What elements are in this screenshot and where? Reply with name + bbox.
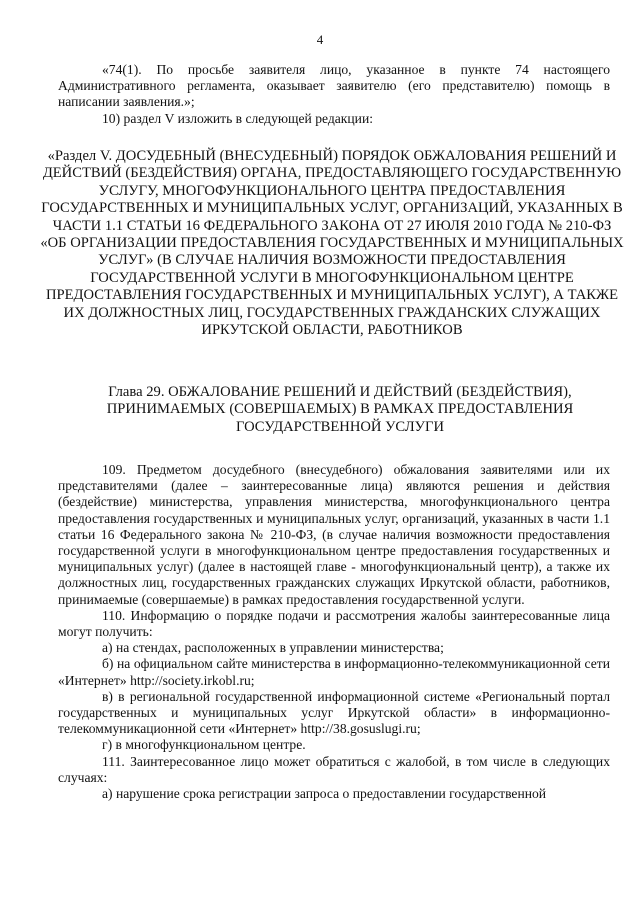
list-item-g: г) в многофункциональном центре.: [102, 737, 306, 753]
list-item-v: в) в региональной государственной информационной системе «Региональный портал государственных и муниципальных услуг Иркутской области» в информационно-телекоммуникационной сети «Интернет» http://38.gosuslugi.ru;: [58, 688, 610, 737]
paragraph-74-1: «74(1). По просьбе заявителя лицо, указанное в пункте 74 настоящего Административного регламента, оказывает заявителю (его представителю) помощь в написании заявления.»;: [58, 62, 610, 110]
section-heading: «Раздел V. ДОСУДЕБНЫЙ (ВНЕСУДЕБНЫЙ) ПОРЯДОК ОБЖАЛОВАНИЯ РЕШЕНИЙ И ДЕЙСТВИЙ (БЕЗДЕЙСТВИЯ) ОРГАНА, ПРЕДОСТАВЛЯЮЩЕГО ГОСУДАРСТВЕННУЮ УСЛУГУ, МНОГОФУНКЦИОНАЛЬНОГО ЦЕНТРА ПРЕДОСТАВЛЕНИЯ ГОСУДАРСТВЕННЫХ И МУНИЦИПАЛЬНЫХ УСЛУГ, ОРГАНИЗАЦИЙ, УКАЗАННЫХ В ЧАСТИ 1.1 СТАТЬИ 16 ФЕДЕРАЛЬНОГО ЗАКОНА ОТ 27 ИЮЛЯ 2010 ГОДА № 210-ФЗ «ОБ ОРГАНИЗАЦИИ ПРЕДОСТАВЛЕНИЯ ГОСУДАРСТВЕННЫХ И МУНИЦИПАЛЬНЫХ УСЛУГ» (В СЛУЧАЕ НАЛИЧИЯ ВОЗМОЖНОСТИ ПРЕДОСТАВЛЕНИЯ ГОСУДАРСТВЕННОЙ УСЛУГИ В МНОГОФУНКЦИОНАЛЬНОМ ЦЕНТРЕ ПРЕДОСТАВЛЕНИЯ ГОСУДАРСТВЕННЫХ И МУНИЦИПАЛЬНЫХ УСЛУГ), А ТАКЖЕ ИХ ДОЛЖНОСТНЫХ ЛИЦ, ГОСУДАРСТВЕННЫХ ГРАЖДАНСКИХ СЛУЖАЩИХ ИРКУТСКОЙ ОБЛАСТИ, РАБОТНИКОВ: [40, 148, 624, 339]
list-item-b: б) на официальном сайте министерства в информационно-телекоммуникационной сети «Интернет» http://society.irkobl.ru;: [58, 656, 610, 688]
main-text-block: [58, 462, 610, 802]
page-number: 4: [316, 32, 324, 47]
chapter-heading: Глава 29. ОБЖАЛОВАНИЕ РЕШЕНИЙ И ДЕЙСТВИЙ (БЕЗДЕЙСТВИЯ), ПРИНИМАЕМЫХ (СОВЕРШАЕМЫХ) В РАМКАХ ПРЕДОСТАВЛЕНИЯ ГОСУДАРСТВЕННОЙ УСЛУГИ: [106, 384, 574, 435]
paragraph-110: 110. Информацию о порядке подачи и рассмотрения жалобы заинтересованные лица могут получить:: [58, 607, 610, 640]
top-text-block: [58, 62, 610, 127]
paragraph-109: 109. Предметом досудебного (внесудебного) обжалования заявителями или их представителями (далее – заинтересованные лица) являются решения и действия (бездействие) министерства, управления министерства, многофункционального центра предоставления государственных и муниципальных услуг, организаций, указанных в части 1.1 статьи 16 Федерального закона № 210-ФЗ, (в случае наличия возможности предоставления государственной услуги в многофункциональном центре предоставления государственных и муниципальных услуг) (далее в настоящей главе - многофункциональный центр), а также их должностных лиц, государственных гражданских служащих Иркутской области, работников, принимаемые (совершаемые) в рамках предоставления государственной услуги.: [58, 462, 610, 607]
paragraph-item-10: 10) раздел V изложить в следующей редакции:: [102, 110, 374, 126]
paragraph-111: 111. Заинтересованное лицо может обратиться с жалобой, в том числе в следующих случаях:: [58, 753, 610, 785]
list-item-a-111: а) нарушение срока регистрации запроса о предоставлении государственной: [102, 786, 547, 802]
list-item-a: а) на стендах, расположенных в управлении министерства;: [102, 640, 444, 656]
